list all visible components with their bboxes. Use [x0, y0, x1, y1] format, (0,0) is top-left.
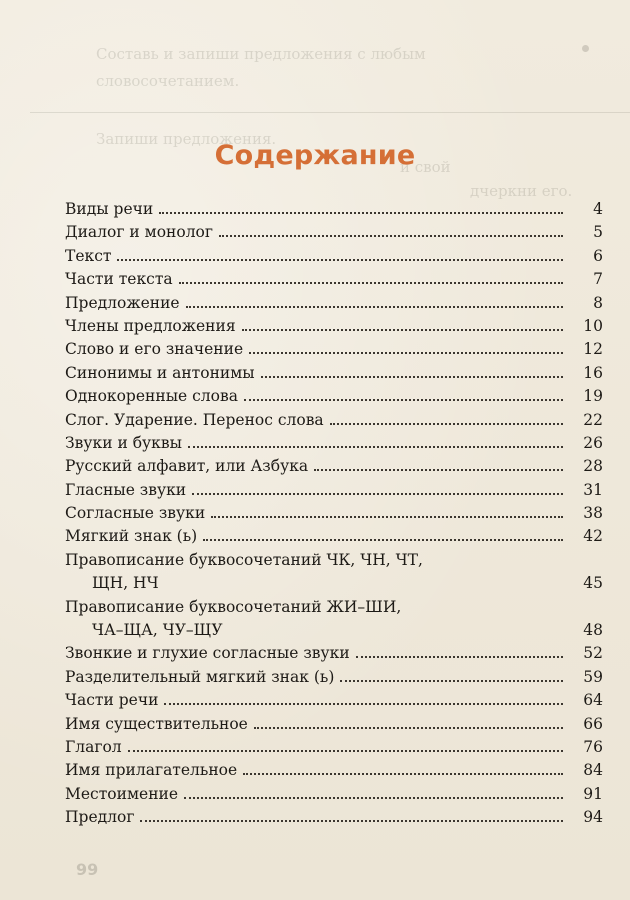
toc-dot-leader	[192, 493, 563, 495]
toc-page-number: 28	[583, 457, 603, 476]
toc-entry	[65, 759, 603, 782]
toc-entry-label-line2: ЧА–ЩА, ЧУ–ЩУ	[92, 621, 223, 640]
show-through-page-number: 99	[76, 860, 99, 879]
toc-entry-label: Мягкий знак (ь)	[65, 527, 198, 546]
toc-entry-label: Имя существительное	[65, 714, 248, 733]
show-through-text: и свой	[400, 158, 451, 176]
toc-page-number: 10	[583, 316, 603, 335]
table-of-contents	[65, 198, 603, 830]
toc-entry-label: Виды речи	[65, 200, 154, 218]
toc-entry	[65, 502, 603, 525]
toc-page-number: 19	[583, 387, 603, 406]
toc-entry	[65, 409, 603, 432]
toc-entry-label: Слог. Ударение. Перенос слова	[65, 410, 324, 429]
toc-entry-label: Диалог и монолог	[65, 223, 214, 242]
toc-dot-leader	[229, 633, 563, 635]
toc-dot-leader	[340, 680, 563, 682]
toc-entry	[65, 432, 603, 455]
toc-entry	[65, 338, 603, 361]
toc-entry-label: Местоимение	[65, 784, 179, 803]
toc-page-number: 12	[583, 340, 603, 359]
toc-page-number: 66	[583, 714, 603, 733]
toc-entry	[65, 713, 603, 736]
toc-entry	[65, 362, 603, 385]
toc-entry-label: Слово и его значение	[65, 340, 244, 359]
toc-dot-leader	[261, 376, 563, 378]
toc-dot-leader	[117, 259, 563, 261]
toc-dot-leader	[128, 750, 563, 752]
toc-dot-leader	[203, 539, 563, 541]
toc-dot-leader	[186, 306, 563, 308]
toc-entry-label: Предлог	[65, 808, 135, 827]
toc-page-number: 84	[583, 761, 603, 780]
toc-dot-leader	[184, 797, 563, 799]
show-through-bullet	[582, 45, 589, 52]
toc-page-number: 8	[593, 293, 603, 312]
toc-entry-label: Текст	[65, 246, 112, 265]
toc-page-number: 94	[583, 808, 603, 827]
toc-entry-label: Имя прилагательное	[65, 761, 238, 780]
show-through-text: дчеркни его.	[470, 182, 573, 200]
show-through-text: Запиши предложения.	[96, 130, 277, 148]
toc-entry	[65, 806, 603, 829]
toc-page-number: 91	[583, 784, 603, 803]
toc-entry	[65, 315, 603, 338]
toc-entry	[65, 666, 603, 689]
toc-dot-leader	[356, 656, 563, 658]
toc-entry-label: Глагол	[65, 737, 122, 756]
toc-entry-label: Однокоренные слова	[65, 387, 238, 406]
toc-entry	[65, 198, 603, 221]
toc-entry-label: Члены предложения	[65, 316, 236, 335]
toc-dot-leader	[243, 773, 563, 775]
toc-dot-leader	[219, 235, 563, 237]
toc-entry	[65, 268, 603, 291]
toc-page-number: 64	[583, 691, 603, 710]
toc-page-number: 59	[583, 667, 603, 686]
toc-entry	[65, 642, 603, 665]
toc-entry-label: Звуки и буквы	[65, 433, 182, 452]
toc-dot-leader	[188, 446, 563, 448]
toc-entry	[65, 221, 603, 244]
toc-entry-label-line1: Правописание буквосочетаний ЖИ–ШИ,	[65, 597, 402, 616]
toc-page-number: 5	[593, 223, 603, 242]
toc-dot-leader	[211, 516, 563, 518]
toc-page-number: 7	[593, 270, 603, 289]
toc-entry-label: Русский алфавит, или Азбука	[65, 457, 309, 476]
toc-entry	[65, 596, 603, 643]
toc-dot-leader	[314, 469, 563, 471]
toc-dot-leader	[164, 703, 563, 705]
toc-dot-leader	[179, 282, 563, 284]
toc-page-number: 6	[593, 246, 603, 265]
toc-entry	[65, 455, 603, 478]
toc-entry-label: Синонимы и антонимы	[65, 363, 255, 382]
toc-entry-label: Разделительный мягкий знак (ь)	[65, 667, 335, 686]
toc-entry	[65, 783, 603, 806]
toc-entry	[65, 245, 603, 268]
toc-entry	[65, 736, 603, 759]
toc-page-number: 45	[583, 574, 603, 593]
show-through-rule	[30, 112, 630, 113]
toc-dot-leader	[244, 399, 563, 401]
toc-entry-label: Предложение	[65, 293, 180, 312]
toc-entry-label: Гласные звуки	[65, 480, 187, 499]
toc-dot-leader	[254, 727, 563, 729]
toc-page-number: 22	[583, 410, 603, 429]
toc-entry-label-line1: Правописание буквосочетаний ЧК, ЧН, ЧТ,	[65, 550, 423, 569]
toc-page-number: 42	[583, 527, 603, 546]
toc-page-number: 52	[583, 644, 603, 663]
toc-entry-label: Части текста	[65, 270, 173, 289]
toc-page-number: 26	[583, 433, 603, 452]
show-through-text: словосочетанием.	[96, 72, 240, 90]
toc-entry-label-line2: ЩН, НЧ	[92, 574, 159, 593]
toc-entry	[65, 385, 603, 408]
toc-page-number: 4	[593, 200, 603, 218]
toc-entry-label: Части речи	[65, 691, 159, 710]
toc-page-number: 16	[583, 363, 603, 382]
show-through-text: Составь и запиши предложения с любым	[96, 45, 426, 63]
toc-dot-leader	[140, 820, 563, 822]
toc-dot-leader	[242, 329, 563, 331]
toc-dot-leader	[249, 352, 563, 354]
toc-entry	[65, 549, 603, 596]
toc-page-number: 48	[583, 621, 603, 640]
toc-page-number: 76	[583, 737, 603, 756]
toc-dot-leader	[330, 423, 563, 425]
toc-page-number: 38	[583, 504, 603, 523]
toc-entry	[65, 525, 603, 548]
toc-dot-leader	[165, 586, 563, 588]
page-title: Содержание	[214, 140, 416, 171]
toc-dot-leader	[159, 212, 563, 214]
toc-entry-label: Звонкие и глухие согласные звуки	[65, 644, 350, 663]
toc-entry-label: Согласные звуки	[65, 504, 206, 523]
toc-entry	[65, 479, 603, 502]
toc-page-number: 31	[583, 480, 603, 499]
toc-entry	[65, 689, 603, 712]
toc-entry	[65, 292, 603, 315]
